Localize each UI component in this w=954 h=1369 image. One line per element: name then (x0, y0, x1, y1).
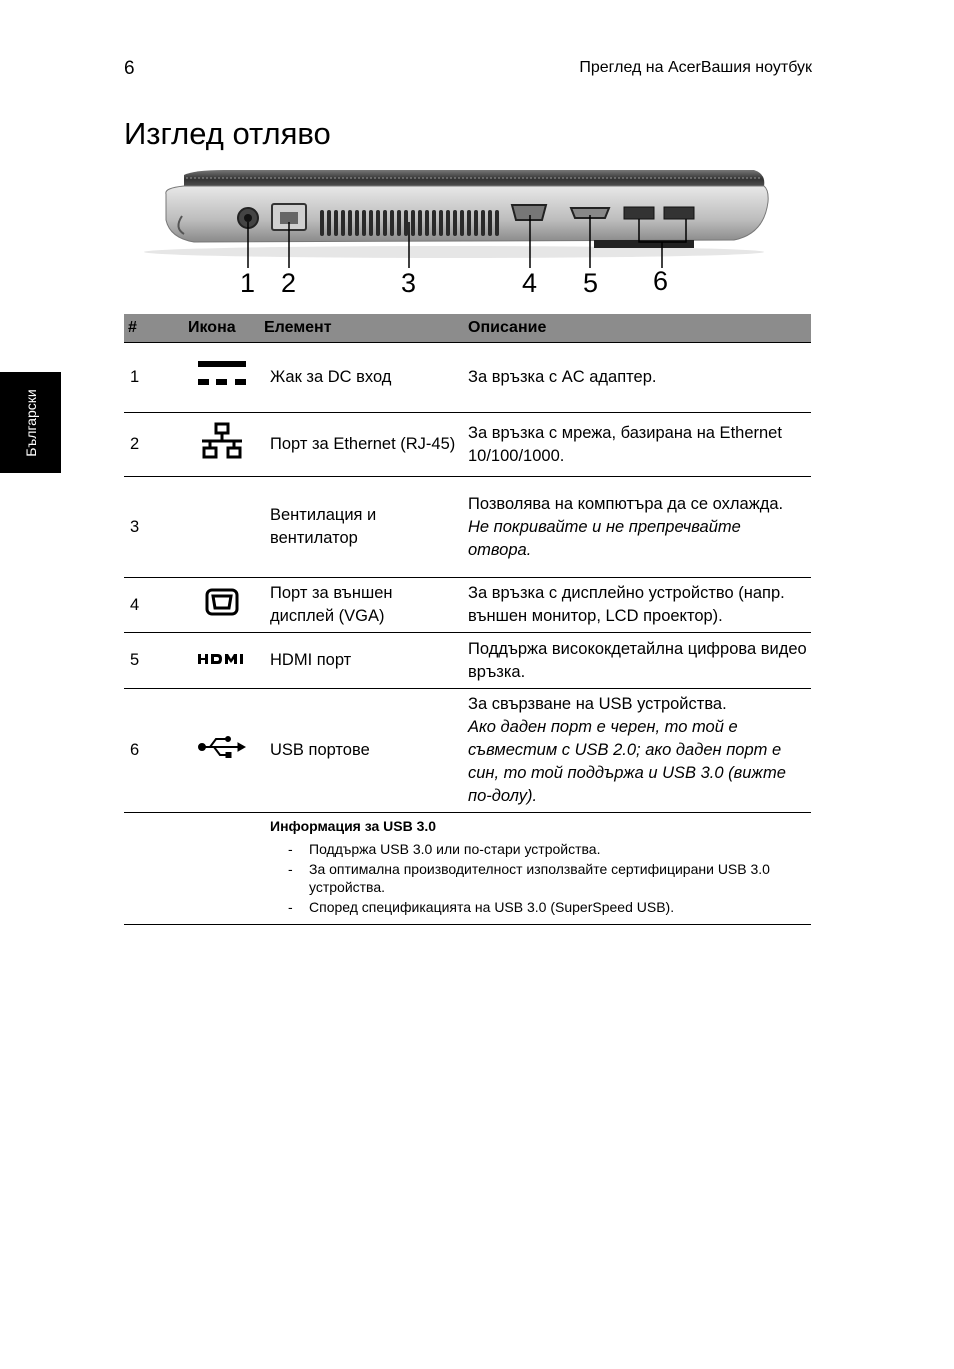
usb-icon (198, 736, 246, 758)
row-description: За свързване на USB устройства. (468, 695, 727, 713)
row-note: Не покривайте и не препречвайте отвора. (468, 517, 741, 559)
language-tab-label: Български (22, 388, 39, 457)
row-description: Позволява на компютъра да се охлажда. (468, 494, 784, 513)
running-header: Преглед на AcerВашия ноутбук (579, 59, 812, 76)
table-row (124, 633, 811, 689)
vga-icon (205, 588, 239, 616)
usb-info-title: Информация за USB 3.0 (270, 818, 437, 834)
row-num: 5 (124, 633, 184, 689)
callout-1: 1 (240, 268, 256, 298)
header-num: # (124, 314, 184, 342)
row-num: 3 (124, 477, 184, 578)
callout-5: 5 (583, 268, 599, 298)
header-element: Елемент (260, 314, 464, 342)
hdmi-icon (198, 653, 246, 665)
page-number: 6 (124, 58, 135, 79)
page-title: Изглед отляво (124, 116, 331, 151)
row-description: Поддържа висококдетайлна цифрова видео връзка. (468, 639, 807, 681)
table-row (124, 689, 811, 813)
dc-in-icon (198, 359, 246, 389)
callout-2: 2 (281, 268, 297, 298)
usb-info-list (270, 840, 811, 916)
row-note: Ако даден порт е черен, то той е съвместим с USB 2.0; ако даден порт е син, то той поддържа и USB 3.0 (вижте по-долу). (468, 718, 786, 805)
row-num: 6 (124, 689, 184, 813)
table-row (124, 413, 811, 477)
row-element: Вентилация и вентилатор (260, 477, 464, 578)
usb-info-row (124, 813, 811, 925)
row-element: USB портове (260, 689, 464, 813)
ports-table (124, 314, 811, 925)
usb-info-item: - Според спецификацията на USB 3.0 (SuperSpeed USB). (270, 898, 811, 916)
usb-info-item: - За оптимална производителност използвайте сертифицирани USB 3.0 устройства. (270, 860, 811, 896)
table-row (124, 343, 811, 413)
callout-6: 6 (653, 266, 669, 296)
table-row (124, 477, 811, 578)
row-element: Порт за Ethernet (RJ-45) (260, 413, 464, 477)
table-row (124, 578, 811, 633)
row-num: 4 (124, 578, 184, 633)
row-num: 1 (124, 343, 184, 413)
row-element: HDMI порт (260, 633, 464, 689)
callout-3: 3 (401, 268, 417, 298)
language-tab (0, 372, 61, 473)
callout-4: 4 (522, 268, 538, 298)
header-description: Описание (464, 314, 811, 342)
header-icon: Икона (184, 314, 260, 342)
laptop-left-side-illustration (124, 160, 774, 270)
table-header-row (124, 314, 811, 342)
row-element: Жак за DC вход (260, 343, 464, 413)
row-description: За връзка с AC адаптер. (468, 368, 657, 386)
row-description: За връзка с дисплейно устройство (напр. външен монитор, LCD проектор). (468, 584, 785, 625)
ethernet-icon (200, 422, 244, 460)
row-description: За връзка с мрежа, базирана на Ethernet 10/100/1000. (468, 423, 782, 465)
usb-info-item: - Поддържа USB 3.0 или по-стари устройства. (270, 840, 811, 858)
row-num: 2 (124, 413, 184, 477)
row-element: Порт за външен дисплей (VGA) (260, 578, 464, 633)
